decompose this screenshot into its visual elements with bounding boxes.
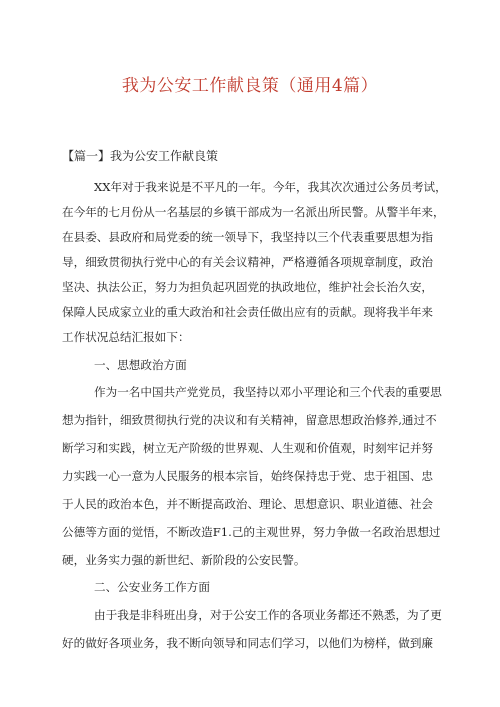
text-line: 想为指针，细致贯彻执行党的决议和有关精神，留意思想政治修养,通过不 xyxy=(62,413,437,427)
text-line: 由于我是非科班出身，对于公安工作的各项业务都还不熟悉，为了更 xyxy=(94,608,442,622)
text-line: 公德等方面的觉悟，不断改造F1.己的主观世界，努力争做一名政治思想过 xyxy=(62,525,441,539)
section-heading: 【篇一】我为公安工作献良策 xyxy=(62,149,219,163)
document-title: 我为公安工作献良策（通用4篇） xyxy=(121,76,379,96)
text-line: 在今年的七月份从一名基层的乡镇干部成为一名派出所民警。从警半年来， xyxy=(62,205,445,219)
text-line: 二、公安业务工作方面 xyxy=(94,580,210,594)
text-line: 断学习和实践，树立无产阶级的世界观、人生观和价值观，时刻牢记并努 xyxy=(62,441,434,455)
text-line: 导，细致贯彻执行党中心的有关会议精神，严格遵循各项规章制度，政治 xyxy=(62,255,434,269)
text-line: 力实践一心一意为人民服务的根本宗旨，始终保持忠于党、忠于祖国、忠 xyxy=(62,469,434,483)
text-line: 硬，业务实力强的新世纪、新阶段的公安民警。 xyxy=(62,553,306,567)
text-line: 于人民的政治本色，并不断提高政治、理论、思想意识、职业道德、社会 xyxy=(62,497,434,511)
text-line: 一、思想政治方面 xyxy=(94,358,187,372)
text-line: 工作状况总结汇报如下： xyxy=(62,330,190,344)
text-line: XX年对于我来说是不平凡的一年。今年，我其次次通过公务员考试， xyxy=(94,180,447,194)
text-line: 保障人民成家立业的重大政治和社会责任做出应有的贡献。现将我半年来 xyxy=(62,305,434,319)
text-line: 好的做好各项业务，我不断向领导和同志们学习，以他们为榜样，做到廉 xyxy=(62,636,434,650)
text-line: 在县委、县政府和局党委的统一领导下，我坚持以三个代表重要思想为指 xyxy=(62,230,434,244)
text-line: 作为一名中国共产党党员，我坚持以邓小平理论和三个代表的重要思 xyxy=(94,385,442,399)
text-line: 坚决、执法公正，努力为担负起巩固党的执政地位，维护社会长治久安， xyxy=(62,280,434,294)
